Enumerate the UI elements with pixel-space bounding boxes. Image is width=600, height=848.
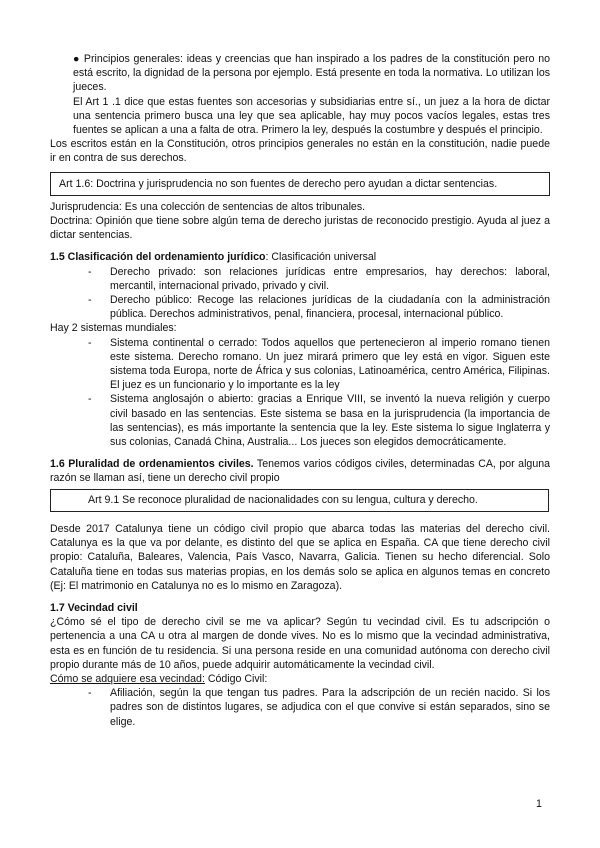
vecindad-paragraph: ¿Cómo sé el tipo de derecho civil se me va aplicar? Según tu vecindad civil. Es tu adscripción o pertenencia a una CA u otra al margen de donde vives. No es lo mismo que la vecindad administrativa, esta es en función de tu residencia. Si una persona reside en una comunidad autónoma con derecho civil propio durante más de 10 años, puede adquirir automáticamente la vecindad civil. <box>50 616 550 671</box>
art-9-1-box: Art 9.1 Se reconoce pluralidad de nacionalidades con su lengua, cultura y derecho. <box>50 489 549 512</box>
derecho-list <box>50 265 550 322</box>
list-item: - Derecho privado: son relaciones jurídicas entre empresarios, hay derechos: laboral, mercantil, internacional privado, privado y civil. <box>88 265 550 293</box>
catalunya-paragraph: Desde 2017 Catalunya tiene un código civil propio que abarca todas las materias del derecho civil. Catalunya es la que va por delante, es distinto del que se aplica en España. CA que tiene derecho civil propio: Cataluña, Baleares, Valencia, País Vasco, Navarra, Galicia. Tienen su hecho diferencial. Solo Cataluña tiene en todas sus materias propias, en los demás solo se aplica en algunos temas en concreto (Ej: El matrimonio en Catalunya no es lo mismo en Zaragoza). <box>50 522 550 592</box>
list-item: - Derecho público: Recoge las relaciones jurídicas de la ciudadanía con la administración pública. Derechos administrativos, penal, financiera, procesal, internacional público. <box>88 293 550 321</box>
document-page <box>50 52 550 729</box>
principios-paragraph: ● Principios generales: ideas y creencias que han inspirado a los padres de la constitución pero no está escrito, la dignidad de la persona por ejemplo. Está presente en toda la normativa. Lo utilizan los jueces. <box>73 53 551 94</box>
vecindad-list <box>50 686 550 729</box>
section-1-5-heading: 1.5 Clasificación del ordenamiento jurídico: Clasificación universal <box>50 251 377 264</box>
section-1-7-heading: 1.7 Vecindad civil <box>50 601 138 614</box>
bullet-icon: ● <box>73 53 81 65</box>
page-number: 1 <box>536 798 542 810</box>
escritos-paragraph: Los escritos están en la Constitución, otros principios generales no están en la constitución, nadie puede ir en contra de sus derechos. <box>50 138 550 165</box>
art-1-1-paragraph: El Art 1 .1 dice que estas fuentes son accesorias y subsidiarias entre sí., un juez a la hora de dictar una sentencia primero busca una ley que sea aplicable, hay muy pocos vacíos legales, estas tres fuentes se aplican a una a falta de otra. Primero la ley, después la costumbre y después el principio. <box>73 95 550 137</box>
section-1-6-heading: 1.6 Pluralidad de ordenamientos civiles. Tenemos varios códigos civiles, determinadas CA, por alguna razón se llaman así, tiene un derecho civil propio <box>50 458 550 485</box>
sistemas-list <box>50 336 550 450</box>
doctrina-paragraph: Doctrina: Opinión que tiene sobre algún tema de derecho juristas de reconocido prestigio. Ayuda al juez a dictar sentencias. <box>50 215 550 242</box>
sistemas-intro: Hay 2 sistemas mundiales: <box>50 322 177 335</box>
art-1-6-box: Art 1.6: Doctrina y jurisprudencia no son fuentes de derecho pero ayudan a dictar sentencias. <box>50 172 550 196</box>
list-item: - Afiliación, según la que tengan tus padres. Para la adscripción de un recién nacido. Si los padres son de distintos lugares, se adjudica con el que convive si están separados, sino se elige. <box>88 686 550 729</box>
jurisprudencia-paragraph: Jurisprudencia: Es una colección de sentencias de altos tribunales. <box>50 200 366 213</box>
list-item: - Sistema anglosajón o abierto: gracias a Enrique VIII, se inventó la nueva religión y cuerpo civil basado en las sentencias. Este sistema se basa en la jurisprudencia (la importancia de las sentencias), es más importante la sentencia que la ley. Este sistema lo sigue Inglaterra y sus colonias, Canadá China, Australia... Los jueces son elegidos democráticamente. <box>88 392 550 449</box>
list-item: - Sistema continental o cerrado: Todos aquellos que pertenecieron al imperio romano tienen este sistema. Derecho romano. Un juez mirará primero que ley está en vigor. Siguen este sistema toda Europa, norte de África y sus colonias, Latinoamérica, centro América, Filipinas. El juez es un funcionario y lo importante es la ley <box>88 336 550 393</box>
como-adquiere-line: Cómo se adquiere esa vecindad: Código Civil: <box>50 672 268 685</box>
